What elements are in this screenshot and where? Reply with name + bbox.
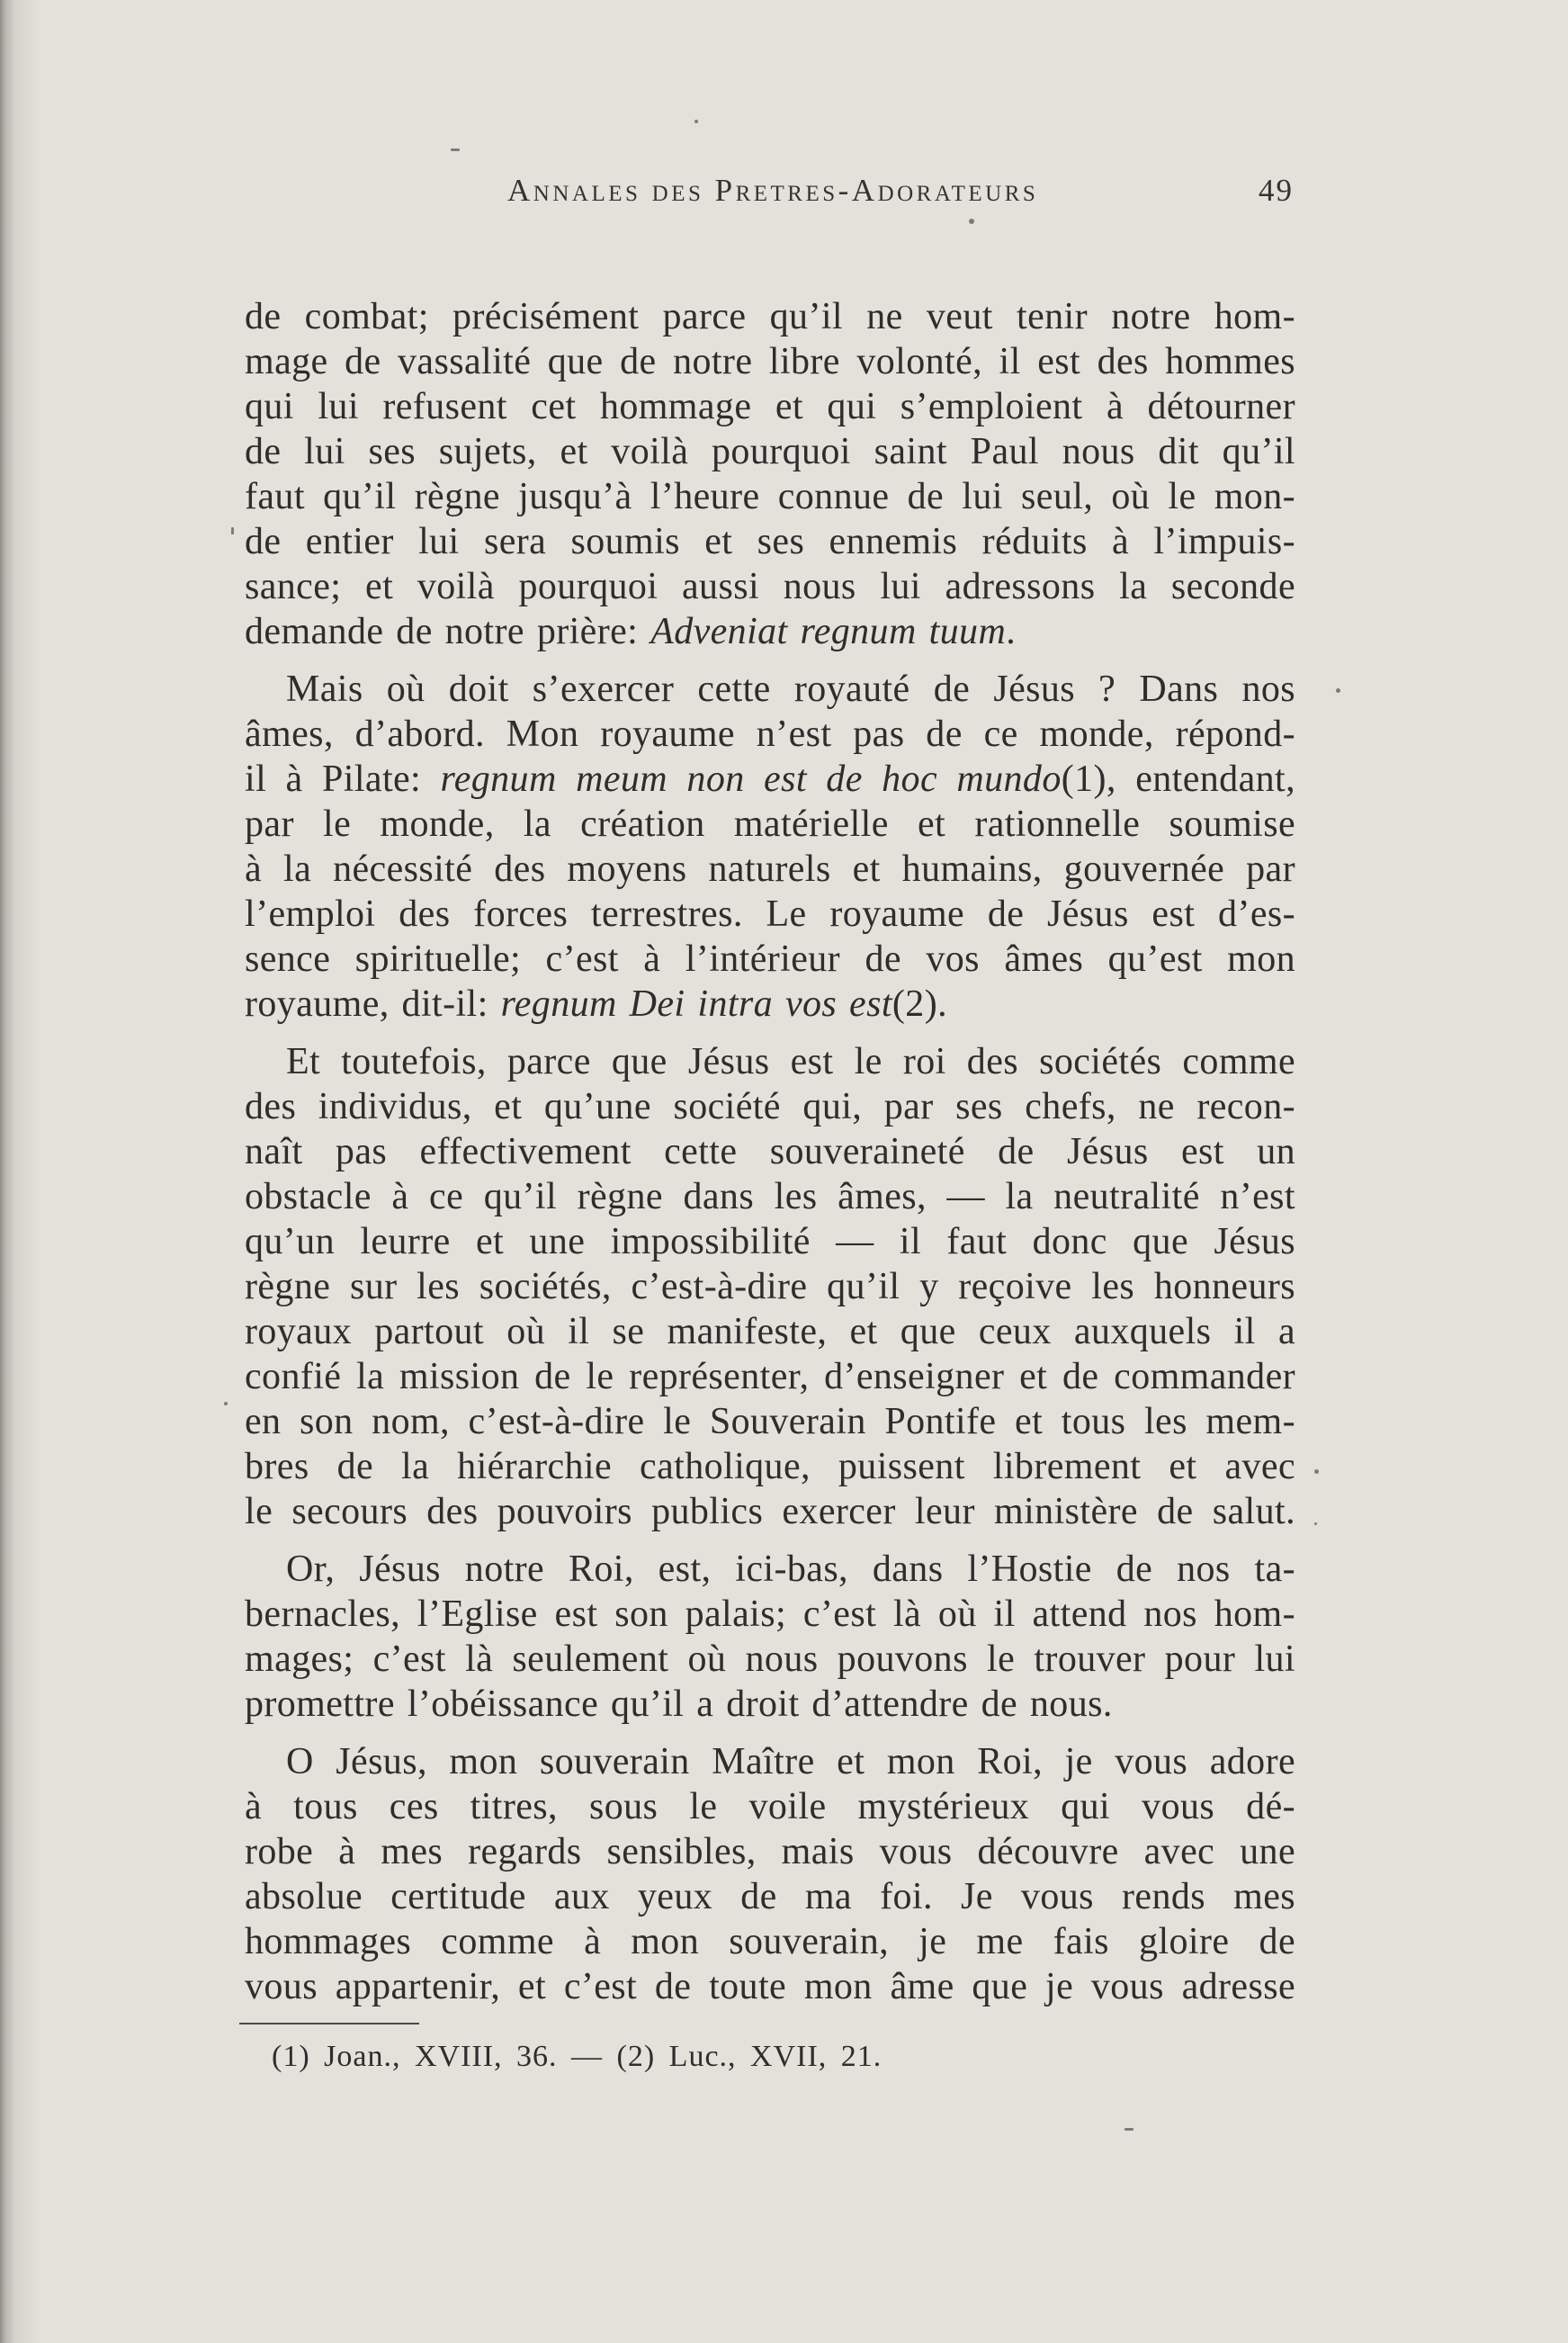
paragraph [245,1039,1295,1534]
text-line: O Jésus, mon souverain Maître et mon Roi, je vous adore [286,1741,1295,1782]
text-line: royaux partout où il se manifeste, et que ceux auxquels il a [245,1311,1295,1352]
text-line [245,757,1295,802]
scan-speck [231,527,234,534]
text-line: hommages comme à mon souverain, je me fais gloire de [245,1921,1295,1962]
text-line: de lui ses sujets, et voilà pourquoi saint Paul nous dit qu’il [245,431,1295,472]
text-run: . [1006,611,1017,652]
paragraph [245,294,1295,654]
text-line: bres de la hiérarchie catholique, puissent librement et avec [245,1446,1295,1487]
text-line: de entier lui sera soumis et ses ennemis réduits à l’impuis- [245,521,1295,562]
text-line: bernacles, l’Eglise est son palais; c’est là où il attend nos hom- [245,1593,1295,1635]
text-line: mage de vassalité que de notre libre volonté, il est des hommes [245,341,1295,382]
text-line: vous appartenir, et c’est de toute mon âme que je vous adresse [245,1966,1295,2007]
scan-speck [451,148,460,151]
text-line: de combat; précisément parce qu’il ne veut tenir notre hom- [245,296,1295,337]
text-run: (1), entendant, [1061,759,1295,800]
text-line: promettre l’obéissance qu’il a droit d’attendre de nous. [245,1683,1113,1725]
text-line: règne sur les sociétés, c’est-à-dire qu’il y reçoive les honneurs [245,1266,1295,1307]
text-line: âmes, d’abord. Mon royaume n’est pas de ce monde, répond- [245,714,1295,755]
scan-speck [969,219,974,224]
text-line [245,982,1295,1027]
latin-quotation: regnum meum non est de hoc mundo [440,759,1062,800]
text-line: qu’un leurre et une impossibilité — il faut donc que Jésus [245,1221,1295,1262]
paragraph [245,667,1295,1027]
running-header-title: Annales des Pretres-Adorateurs [507,173,1039,208]
scan-speck [1124,2128,1133,2131]
scan-speck [694,120,698,123]
text-line: mages; c’est là seulement où nous pouvons le trouver pour lui [245,1638,1295,1680]
text-line: Et toutefois, parce que Jésus est le roi des sociétés comme [286,1041,1295,1082]
footnote-rule [239,2023,419,2024]
text-run: royaume, dit-il: [245,983,501,1025]
scan-speck [1314,1522,1317,1525]
text-line: qui lui refusent cet hommage et qui s’emploient à détourner [245,386,1295,427]
text-line: en son nom, c’est-à-dire le Souverain Pontife et tous les mem- [245,1401,1295,1442]
text-line: le secours des pouvoirs publics exercer leur ministère de salut. [245,1491,1295,1532]
text-run: il à Pilate: [245,759,441,800]
text-run: demande de notre prière: [245,611,651,652]
text-line: absolue certitude aux yeux de ma foi. Je vous rends mes [245,1876,1295,1917]
text-run: (2). [892,983,947,1025]
text-line: Mais où doit s’exercer cette royauté de Jésus ? Dans nos [286,669,1295,710]
page-number: 49 [1259,173,1294,208]
text-line: l’emploi des forces terrestres. Le royaume de Jésus est d’es- [245,893,1295,935]
body-text [245,294,1295,2009]
scan-speck [1336,688,1340,693]
text-line: à la nécessité des moyens naturels et humains, gouvernée par [245,848,1295,890]
text-line [245,609,1295,654]
text-line: naît pas effectivement cette souveraineté de Jésus est un [245,1131,1295,1172]
latin-quotation: Adveniat regnum tuum [650,611,1007,652]
paragraph [245,1547,1295,1727]
latin-quotation: regnum Dei intra vos est [500,983,892,1025]
text-line: robe à mes regards sensibles, mais vous découvre avec une [245,1831,1295,1872]
text-line: obstacle à ce qu’il règne dans les âmes, — la neutralité n’est [245,1176,1295,1217]
text-line: faut qu’il règne jusqu’à l’heure connue de lui seul, où le mon- [245,476,1295,517]
text-line: sance; et voilà pourquoi aussi nous lui adressons la seconde [245,566,1295,607]
text-line: par le monde, la création matérielle et rationnelle soumise [245,803,1295,845]
scan-page-edge [0,0,40,2343]
text-line: confié la mission de le représenter, d’enseigner et de commander [245,1356,1295,1397]
text-line: des individus, et qu’une société qui, par ses chefs, ne recon- [245,1086,1295,1127]
text-line: Or, Jésus notre Roi, est, ici-bas, dans l’Hostie de nos ta- [286,1549,1295,1590]
paragraph [245,1739,1295,2009]
scan-speck [224,1402,228,1405]
text-line: à tous ces titres, sous le voile mystérieux qui vous dé- [245,1786,1295,1827]
text-line: sence spirituelle; c’est à l’intérieur de vos âmes qu’est mon [245,938,1295,980]
scan-speck [1314,1469,1319,1474]
footnote: (1) Joan., XVIII, 36. — (2) Luc., XVII, 21. [272,2040,883,2073]
